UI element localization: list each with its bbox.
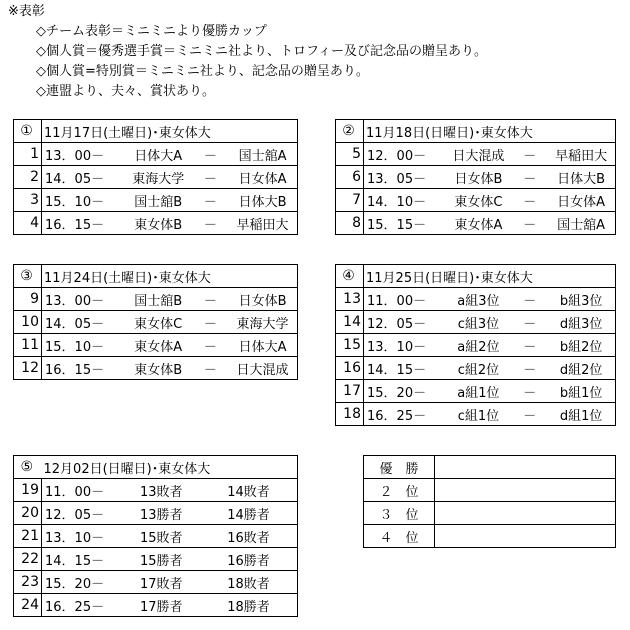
ranking-place: ３ 位	[364, 502, 435, 525]
home-team: 国士舘B	[134, 194, 183, 210]
ranking-place: 優 勝	[364, 456, 435, 479]
ranking-team	[435, 525, 616, 548]
game-time: 15．10－	[45, 339, 105, 355]
day-number: ①	[14, 120, 42, 143]
away-team: 日女体A	[238, 171, 287, 187]
game-row	[336, 380, 616, 403]
schedule-day4	[335, 264, 616, 426]
schedule-day5	[13, 455, 298, 617]
home-team: c組2位	[457, 362, 500, 378]
away-team: d組1位	[559, 408, 603, 424]
game-row	[336, 166, 616, 189]
notes-line: ◇チーム表彰＝ミニミニより優勝カップ	[36, 24, 267, 39]
away-team: 国士舘A	[557, 217, 606, 233]
home-team: 15敗者	[140, 530, 183, 546]
game-row	[14, 288, 298, 311]
award-notes	[8, 2, 487, 102]
ranking-team	[435, 502, 616, 525]
game-row	[14, 334, 298, 357]
game-number: 23	[14, 571, 42, 594]
away-team: 16勝者	[227, 553, 270, 569]
home-team: 日女体B	[454, 171, 503, 187]
game-time: 15．15－	[367, 217, 427, 233]
game-time: 13．10－	[45, 530, 105, 546]
game-row	[336, 403, 616, 426]
game-row	[14, 571, 298, 594]
home-team: 17勝者	[140, 599, 183, 615]
game-row	[336, 143, 616, 166]
game-row	[336, 357, 616, 380]
home-team: a組1位	[457, 385, 500, 401]
game-number: 9	[14, 288, 42, 311]
notes-title: ※表彰	[8, 4, 45, 19]
day-header: 11月18日(日曜日)･東女体大	[364, 120, 616, 143]
game-time: 15．20－	[367, 385, 427, 401]
game-number: 8	[336, 212, 364, 235]
game-time: 14．15－	[367, 362, 427, 378]
game-number: 19	[14, 479, 42, 502]
away-team: 東海大学	[236, 316, 289, 332]
away-team: 日体大B	[238, 194, 287, 210]
game-number: 4	[14, 212, 42, 235]
game-time: 13．05－	[367, 171, 427, 187]
home-team: 国士舘B	[134, 293, 183, 309]
game-time: 11．00－	[367, 293, 427, 309]
day-header: 11月25日(日曜日)･東女体大	[364, 265, 616, 288]
ranking-team	[435, 456, 616, 479]
game-time: 13．00－	[45, 148, 105, 164]
home-team: 13敗者	[140, 484, 183, 500]
game-row	[14, 479, 298, 502]
vs-separator: －	[523, 316, 537, 332]
ranking-table	[363, 455, 616, 548]
game-number: 1	[14, 143, 42, 166]
vs-separator: －	[523, 339, 537, 355]
vs-separator: －	[203, 217, 217, 233]
home-team: 日体大A	[134, 148, 183, 164]
day-number: ③	[14, 265, 42, 288]
game-number: 16	[336, 357, 364, 380]
game-time: 16．15－	[45, 217, 105, 233]
ranking-row	[364, 525, 616, 548]
game-time: 13．10－	[367, 339, 427, 355]
day-number: ④	[336, 265, 364, 288]
ranking-team	[435, 479, 616, 502]
vs-separator: －	[523, 362, 537, 378]
home-team: 東女体C	[454, 194, 503, 210]
game-row	[14, 189, 298, 212]
home-team: a組2位	[457, 339, 500, 355]
game-row	[336, 334, 616, 357]
day-header: 12月02日(日曜日)･東女体大	[42, 456, 298, 479]
home-team: c組3位	[457, 316, 500, 332]
day-header-row	[14, 265, 298, 288]
game-row	[14, 548, 298, 571]
ranking-row	[364, 502, 616, 525]
game-number: 18	[336, 403, 364, 426]
away-team: 日女体B	[238, 293, 287, 309]
game-number: 13	[336, 288, 364, 311]
game-time: 15．10－	[45, 194, 105, 210]
home-team: 15勝者	[140, 553, 183, 569]
day-number: ②	[336, 120, 364, 143]
game-number: 12	[14, 357, 42, 380]
game-number: 10	[14, 311, 42, 334]
game-row	[14, 525, 298, 548]
game-row	[336, 288, 616, 311]
day-header: 11月24日(土曜日)･東女体大	[42, 265, 298, 288]
home-team: 東海大学	[132, 171, 185, 187]
game-time: 16．25－	[367, 408, 427, 424]
away-team: 日体大A	[238, 339, 287, 355]
home-team: c組1位	[457, 408, 500, 424]
away-team: 16敗者	[227, 530, 270, 546]
game-number: 24	[14, 594, 42, 617]
home-team: a組3位	[457, 293, 500, 309]
away-team: d組3位	[559, 316, 603, 332]
away-team: 18勝者	[227, 599, 270, 615]
home-team: 東女体B	[134, 362, 183, 378]
home-team: 東女体A	[454, 217, 503, 233]
game-number: 22	[14, 548, 42, 571]
game-time: 11．00－	[45, 484, 105, 500]
ranking-row	[364, 479, 616, 502]
away-team: b組2位	[559, 339, 603, 355]
home-team: 日大混成	[452, 148, 505, 164]
day-header: 11月17日(土曜日)･東女体大	[42, 120, 298, 143]
game-row	[14, 166, 298, 189]
game-row	[14, 143, 298, 166]
vs-separator: －	[203, 171, 217, 187]
away-team: 早稲田大	[555, 148, 608, 164]
vs-separator: －	[523, 171, 537, 187]
vs-separator: －	[523, 148, 537, 164]
schedule-day1	[13, 119, 298, 235]
vs-separator: －	[203, 362, 217, 378]
away-team: 日体大B	[557, 171, 606, 187]
away-team: b組3位	[559, 293, 603, 309]
notes-line: ◇個人賞=特別賞＝ミニミニ社より、記念品の贈呈あり。	[36, 64, 369, 79]
game-row	[336, 189, 616, 212]
away-team: 18敗者	[227, 576, 270, 592]
day-header-row	[336, 265, 616, 288]
game-time: 14．05－	[45, 171, 105, 187]
away-team: 国士舘A	[238, 148, 287, 164]
notes-line: ◇個人賞＝優秀選手賞＝ミニミニ社より、トロフィー及び記念品の贈呈あり。	[36, 44, 487, 59]
ranking-place: ２ 位	[364, 479, 435, 502]
game-number: 20	[14, 502, 42, 525]
game-number: 21	[14, 525, 42, 548]
schedule-day3	[13, 264, 298, 380]
day-header-row	[14, 120, 298, 143]
vs-separator: －	[203, 148, 217, 164]
game-row	[14, 357, 298, 380]
game-time: 15．20－	[45, 576, 105, 592]
vs-separator: －	[523, 194, 537, 210]
game-number: 5	[336, 143, 364, 166]
game-time: 13．00－	[45, 293, 105, 309]
day-header-row	[336, 120, 616, 143]
ranking-place: ４ 位	[364, 525, 435, 548]
away-team: d組2位	[559, 362, 603, 378]
home-team: 17敗者	[140, 576, 183, 592]
notes-line: ◇連盟より、夫々、賞状あり。	[36, 84, 215, 99]
game-row	[14, 311, 298, 334]
vs-separator: －	[523, 408, 537, 424]
vs-separator: －	[523, 217, 537, 233]
game-time: 16．15－	[45, 362, 105, 378]
away-team: 早稲田大	[236, 217, 289, 233]
vs-separator: －	[523, 293, 537, 309]
away-team: 日大混成	[236, 362, 289, 378]
game-row	[336, 212, 616, 235]
game-number: 17	[336, 380, 364, 403]
home-team: 13勝者	[140, 507, 183, 523]
day-number: ⑤	[14, 456, 42, 479]
game-number: 14	[336, 311, 364, 334]
game-number: 11	[14, 334, 42, 357]
away-team: 日女体A	[557, 194, 606, 210]
game-time: 16．25－	[45, 599, 105, 615]
game-time: 14．05－	[45, 316, 105, 332]
schedule-day2	[335, 119, 616, 235]
vs-separator: －	[523, 385, 537, 401]
game-number: 3	[14, 189, 42, 212]
away-team: b組1位	[559, 385, 603, 401]
away-team: 14敗者	[227, 484, 270, 500]
game-time: 12．00－	[367, 148, 427, 164]
game-number: 2	[14, 166, 42, 189]
away-team: 14勝者	[227, 507, 270, 523]
vs-separator: －	[203, 316, 217, 332]
vs-separator: －	[203, 293, 217, 309]
home-team: 東女体A	[134, 339, 183, 355]
game-row	[336, 311, 616, 334]
game-number: 7	[336, 189, 364, 212]
day-header-row	[14, 456, 298, 479]
game-row	[14, 212, 298, 235]
game-time: 12．05－	[367, 316, 427, 332]
home-team: 東女体C	[134, 316, 183, 332]
game-time: 14．10－	[367, 194, 427, 210]
home-team: 東女体B	[134, 217, 183, 233]
game-row	[14, 594, 298, 617]
ranking-row	[364, 456, 616, 479]
game-number: 6	[336, 166, 364, 189]
vs-separator: －	[203, 194, 217, 210]
game-time: 12．05－	[45, 507, 105, 523]
game-time: 14．15－	[45, 553, 105, 569]
game-row	[14, 502, 298, 525]
vs-separator: －	[203, 339, 217, 355]
game-number: 15	[336, 334, 364, 357]
